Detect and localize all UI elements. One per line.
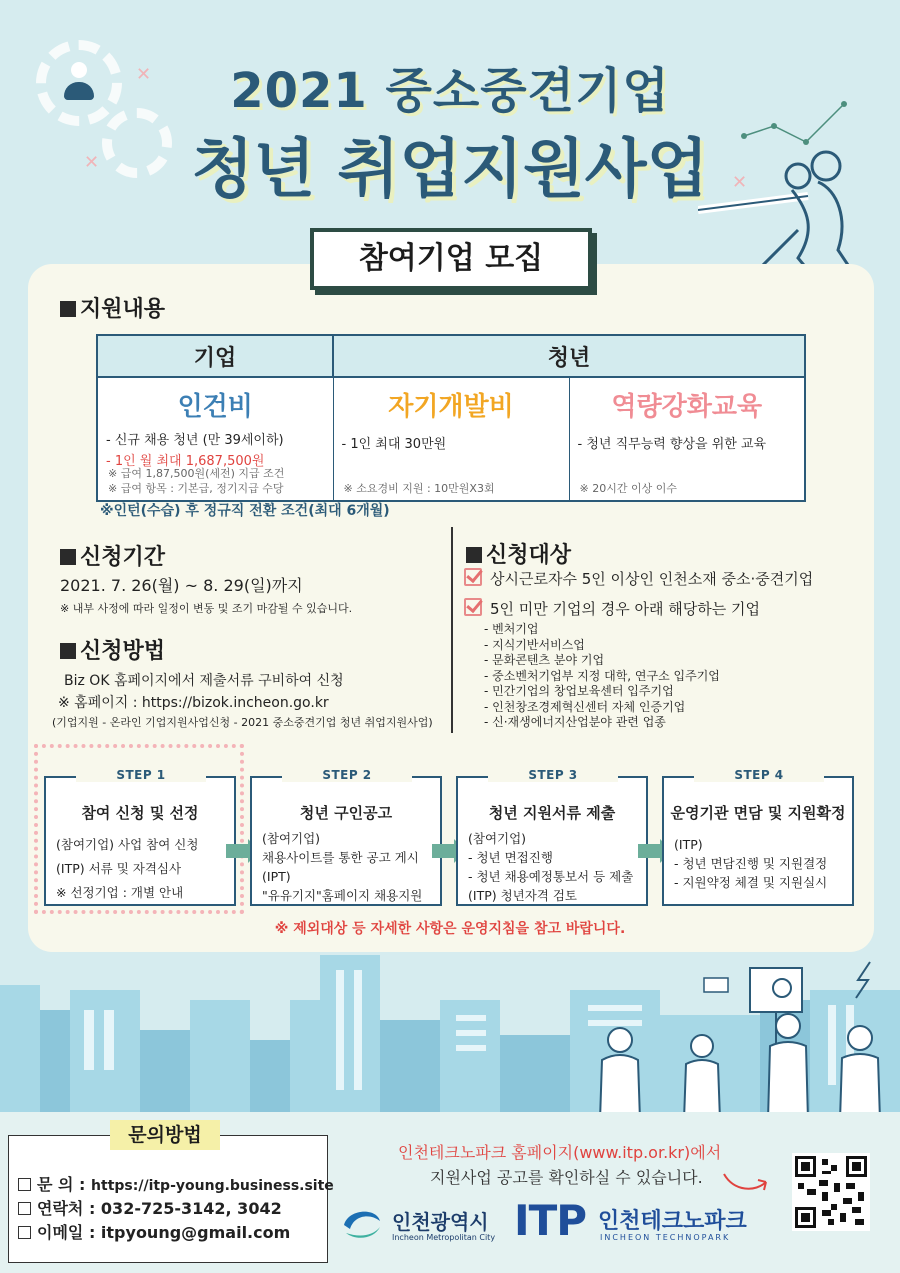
contact-label: 이메일 : — [37, 1223, 101, 1242]
cell-title: 인건비 — [177, 392, 253, 422]
page-subtitle: 청년 취업지원사업 — [191, 133, 709, 207]
step-label: STEP 2 — [282, 768, 412, 782]
contact-row-inquiry — [18, 1172, 334, 1195]
step-line: - 청년 채용예정통보서 등 제출 — [468, 869, 634, 884]
target-item-text: 상시근로자수 5인 이상인 인천소재 중소·중견기업 — [490, 570, 814, 588]
period-note: ※ 내부 사정에 따라 일정이 변동 및 조기 마감될 수 있습니다. — [60, 602, 353, 615]
check-icon — [464, 598, 482, 616]
cell-capacity-training — [569, 377, 805, 501]
step-line: (IPT) — [262, 869, 291, 884]
step-line: - 청년 면담진행 및 지원결정 — [674, 856, 828, 871]
arrow-right-icon — [432, 844, 456, 858]
method-heading: 신청방법 — [60, 634, 165, 665]
cell-line: - 1인 월 최대 1,687,500원 — [106, 454, 265, 469]
step-line: 채용사이트를 통한 공고 게시 — [262, 850, 419, 865]
step-line: (ITP) 서류 및 자격심사 — [56, 861, 182, 876]
contact-row-email — [18, 1220, 290, 1243]
target-item-text: 5인 미만 기업의 경우 아래 해당하는 기업 — [490, 600, 760, 618]
guide-note: ※ 제외대상 등 자세한 사항은 운영지침을 참고 바랍니다. — [274, 921, 626, 937]
column-company: 기업 — [97, 335, 333, 377]
step-1 — [44, 768, 236, 906]
incheon-logo — [340, 1205, 384, 1243]
qr-code-icon — [795, 1156, 867, 1228]
homepage-notice-line2: 지원사업 공고를 확인하실 수 있습니다. — [430, 1168, 703, 1187]
step-line: - 지원약정 체결 및 지원실시 — [674, 875, 828, 890]
checkbox-icon — [18, 1202, 31, 1215]
list-item: - 인천창조경제혁신센터 자체 인증기업 — [484, 699, 686, 714]
step-label: STEP 1 — [76, 768, 206, 782]
incheon-emblem-icon — [340, 1205, 384, 1243]
contact-row-phone — [18, 1196, 282, 1219]
step-line: (참여기업) 사업 참여 신청 — [56, 837, 199, 852]
contact-website-link[interactable]: https://itp-young.business.site — [91, 1178, 334, 1194]
note-line: ※ 20시간 이상 이수 — [579, 482, 677, 495]
note-line: ※ 급여 항목 : 기본급, 정기지급 수당 — [108, 482, 284, 495]
step-title: 참여 신청 및 선정 — [81, 804, 199, 822]
step-2 — [250, 768, 442, 906]
contact-email-link[interactable]: itpyoung@gmail.com — [100, 1223, 291, 1242]
cell-line: - 1인 최대 30만원 — [341, 437, 447, 452]
step-line: (ITP) — [674, 837, 703, 852]
contact-phone: 032-725-3142, 3042 — [100, 1199, 282, 1218]
itp-logo-en: INCHEON TECHNOPARK — [600, 1233, 731, 1242]
checkbox-icon — [18, 1226, 31, 1239]
list-item: - 신·재생에너지산업분야 관련 업종 — [484, 715, 666, 729]
method-homepage[interactable]: ※ 홈페이지 : https://bizok.incheon.go.kr — [58, 695, 329, 711]
cell-title: 자기개발비 — [388, 392, 514, 422]
curved-arrow-icon — [722, 1162, 772, 1198]
list-item: - 문화콘텐츠 분야 기업 — [484, 653, 605, 667]
cell-note — [344, 481, 495, 496]
step-line: (참여기업) — [262, 831, 321, 846]
period-dates: 2021. 7. 26(월) ~ 8. 29(일)까지 — [60, 576, 303, 595]
method-path: (기업지원 - 온라인 기업지원사업신청 - 2021 중소중견기업 청년 취업지원사업) — [52, 716, 433, 729]
step-body — [664, 823, 852, 892]
step-3 — [456, 768, 648, 906]
column-youth: 청년 — [333, 335, 805, 377]
incheon-logo-en: Incheon Metropolitan City — [392, 1233, 496, 1242]
step-line: ※ 선정기업 : 개별 안내 — [56, 885, 184, 900]
target-sublist — [484, 622, 720, 731]
step-line: "유유기지"홈페이지 채용지원 — [262, 888, 423, 903]
note-line: ※ 급여 1,87,500원(세전) 지급 조건 — [108, 467, 285, 480]
arrow-right-icon — [226, 844, 250, 858]
contact-label: 연락처 : — [37, 1199, 101, 1218]
step-4 — [662, 768, 854, 906]
list-item: - 민간기업의 창업보육센터 입주기업 — [484, 684, 674, 698]
step-body — [458, 823, 646, 905]
list-item: - 중소벤처기업부 지정 대학, 연구소 입주기업 — [484, 668, 720, 683]
cell-note — [108, 466, 284, 496]
step-line: - 청년 면접진행 — [468, 850, 553, 865]
contact-label: 문 의 : — [37, 1175, 92, 1194]
recruit-badge: 참여기업 모집 — [310, 228, 592, 290]
step-title: 청년 구인공고 — [299, 804, 393, 822]
step-label: STEP 4 — [694, 768, 824, 782]
step-title: 운영기관 면담 및 지원확정 — [670, 804, 846, 822]
checkbox-icon — [18, 1178, 31, 1191]
homepage-notice-line1: 인천테크노파크 홈페이지(www.itp.or.kr)에서 — [398, 1143, 722, 1162]
note-line: ※ 소요경비 지원 : 10만원X3회 — [343, 482, 495, 495]
step-line: (ITP) 청년자격 검토 — [468, 888, 578, 903]
support-table — [96, 334, 806, 502]
target-item-1 — [464, 568, 813, 589]
step-body — [252, 823, 440, 905]
list-item: - 벤처기업 — [484, 622, 539, 636]
support-footnote: ※인턴(수습) 후 정규직 전환 조건(최대 6개월) — [100, 503, 390, 519]
target-item-2 — [464, 598, 760, 619]
cell-title: 역량강화교육 — [611, 392, 763, 422]
cell-self-development — [333, 377, 569, 501]
divider — [451, 527, 453, 733]
support-heading: 지원내용 — [60, 292, 165, 323]
cell-line: - 청년 직무능력 향상을 위한 교육 — [577, 437, 767, 452]
itp-logo-kr: 인천테크노파크 — [598, 1209, 747, 1234]
method-line1: Biz OK 홈페이지에서 제출서류 구비하여 신청 — [64, 673, 344, 689]
step-line: (참여기업) — [468, 831, 527, 846]
contact-title: 문의방법 — [110, 1120, 220, 1150]
workers-illustration — [590, 960, 890, 1120]
step-label: STEP 3 — [488, 768, 618, 782]
itp-logo-mark: ITP — [514, 1196, 587, 1245]
cell-line: - 신규 채용 청년 (만 39세이하) — [106, 433, 284, 448]
period-heading: 신청기간 — [60, 540, 165, 571]
sparkle-icon: ✕ — [84, 152, 100, 173]
incheon-logo-kr: 인천광역시 — [392, 1210, 489, 1234]
qr-code[interactable] — [792, 1153, 870, 1231]
sparkle-icon: ✕ — [732, 172, 748, 193]
sparkle-icon: ✕ — [136, 64, 152, 85]
cell-labor-cost — [97, 377, 333, 501]
step-body — [46, 823, 234, 905]
arrow-right-icon — [638, 844, 662, 858]
step-title: 청년 지원서류 제출 — [488, 804, 616, 822]
page-title: 2021 중소중견기업 — [230, 63, 670, 119]
check-icon — [464, 568, 482, 586]
target-heading: 신청대상 — [466, 538, 571, 569]
list-item: - 지식기반서비스업 — [484, 637, 585, 652]
cell-note — [580, 481, 677, 496]
